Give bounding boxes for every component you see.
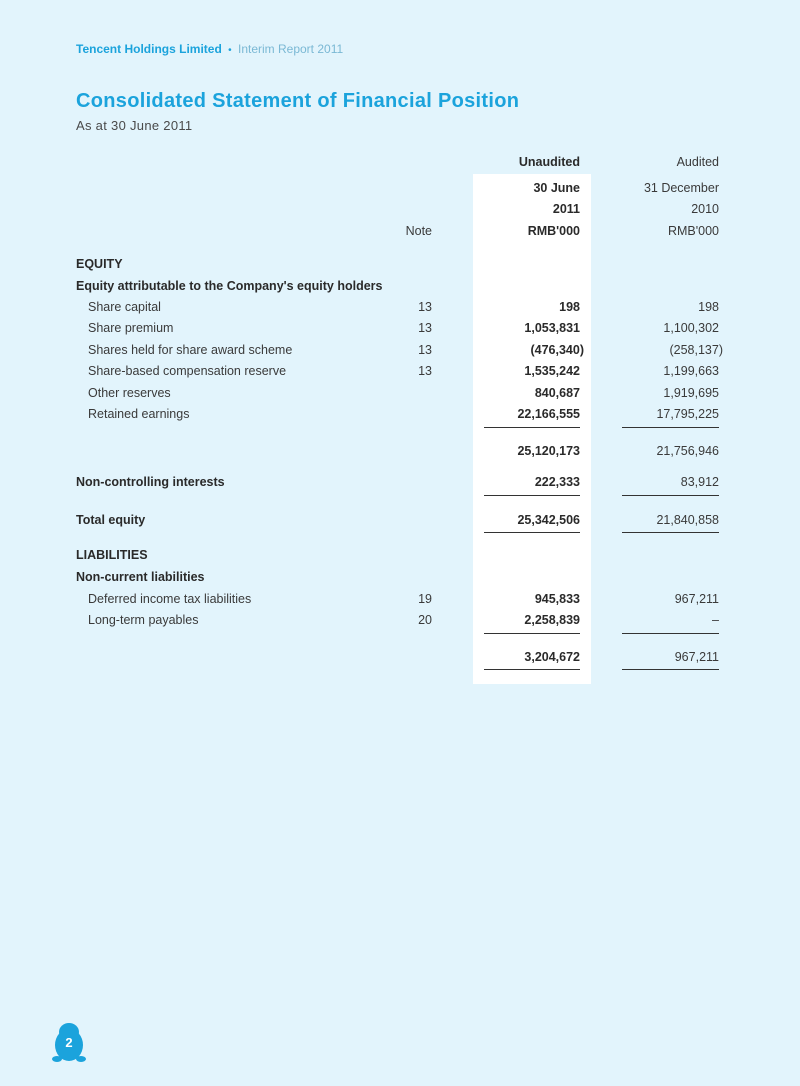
subtotal-rule [622, 495, 719, 496]
page-title: Consolidated Statement of Financial Position [76, 90, 520, 112]
cur-date-header: 30 June [533, 181, 580, 195]
row-note: 13 [418, 343, 432, 357]
subtotal-rule [622, 669, 719, 670]
table-row [0, 589, 800, 609]
subtotal-row [0, 441, 800, 461]
subsection-heading [0, 276, 800, 296]
row-prior-value: 83,912 [680, 475, 719, 489]
subsection-heading [0, 567, 800, 587]
non-current-liabilities-heading: Non-current liabilities [76, 570, 205, 584]
table-row [0, 340, 800, 360]
row-current-value: 1,535,242 [524, 364, 580, 378]
row-current-value: 25,120,173 [517, 444, 580, 458]
row-current-value: 2,258,839 [524, 613, 580, 627]
company-name: Tencent Holdings Limited [76, 42, 222, 56]
header-row-unit [0, 221, 800, 241]
page-number: 2 [65, 1035, 73, 1050]
row-label: Share premium [88, 321, 174, 335]
header-row-date [0, 178, 800, 198]
table-row [0, 361, 800, 381]
header-row-year [0, 199, 800, 219]
total-rule [484, 532, 580, 533]
row-label: Deferred income tax liabilities [88, 592, 252, 606]
row-label: Shares held for share award scheme [88, 343, 293, 357]
equity-attributable-heading: Equity attributable to the Company's equity holders [76, 279, 383, 293]
row-prior-value: – [712, 613, 719, 627]
row-prior-value: 21,756,946 [656, 444, 719, 458]
row-note: 13 [418, 321, 432, 335]
total-row [0, 510, 800, 530]
cur-unit-header: RMB'000 [527, 224, 580, 238]
note-header: Note [405, 224, 432, 238]
subtotal-rule [622, 427, 719, 428]
row-current-value: 840,687 [534, 386, 580, 400]
table-row [0, 472, 800, 492]
row-prior-value: 198 [698, 300, 719, 314]
row-prior-value: 1,919,695 [663, 386, 719, 400]
row-current-value: (476,340) [530, 343, 584, 357]
row-prior-value: 1,100,302 [663, 321, 719, 335]
row-note: 13 [418, 364, 432, 378]
row-prior-value: 1,199,663 [663, 364, 719, 378]
row-label: Other reserves [88, 386, 171, 400]
row-label: Long-term payables [88, 613, 199, 627]
row-current-value: 222,333 [534, 475, 580, 489]
row-note: 13 [418, 300, 432, 314]
row-prior-value: 967,211 [674, 592, 719, 606]
header-row-status [0, 152, 800, 172]
row-note: 19 [418, 592, 432, 606]
header-separator: • [228, 45, 232, 56]
prev-unit-header: RMB'000 [667, 224, 719, 238]
table-row [0, 610, 800, 630]
section-heading-liabilities [0, 545, 800, 565]
row-note: 20 [418, 613, 432, 627]
subtotal-rule [484, 633, 580, 634]
row-label: Total equity [76, 513, 146, 527]
row-current-value: 1,053,831 [524, 321, 580, 335]
subtotal-rule [484, 669, 580, 670]
table-row [0, 318, 800, 338]
row-current-value: 198 [559, 300, 580, 314]
cur-year-header: 2011 [552, 202, 580, 216]
subtotal-rule [484, 495, 580, 496]
row-prior-value: 967,211 [674, 650, 719, 664]
row-label: Non-controlling interests [76, 475, 225, 489]
row-label: Share capital [88, 300, 161, 314]
prev-status-header: Audited [676, 155, 719, 169]
page-subtitle: As at 30 June 2011 [76, 118, 193, 133]
row-current-value: 22,166,555 [517, 407, 580, 421]
row-prior-value: (258,137) [669, 343, 723, 357]
report-name: Interim Report 2011 [237, 42, 344, 56]
table-row [0, 383, 800, 403]
equity-heading: EQUITY [76, 257, 123, 271]
row-label: Retained earnings [88, 407, 190, 421]
row-prior-value: 17,795,225 [656, 407, 719, 421]
subtotal-rule [484, 427, 580, 428]
liabilities-heading: LIABILITIES [76, 548, 148, 562]
total-rule [622, 532, 719, 533]
row-current-value: 25,342,506 [517, 513, 580, 527]
row-label: Share-based compensation reserve [88, 364, 287, 378]
table-row [0, 297, 800, 317]
prev-date-header: 31 December [643, 181, 719, 195]
subtotal-rule [622, 633, 719, 634]
row-prior-value: 21,840,858 [656, 513, 719, 527]
report-header [76, 42, 343, 56]
row-current-value: 945,833 [534, 592, 580, 606]
prev-year-header: 2010 [691, 202, 719, 216]
cur-status-header: Unaudited [518, 155, 580, 169]
section-heading-equity [0, 254, 800, 274]
table-row [0, 404, 800, 424]
row-current-value: 3,204,672 [524, 650, 580, 664]
subtotal-row [0, 647, 800, 667]
